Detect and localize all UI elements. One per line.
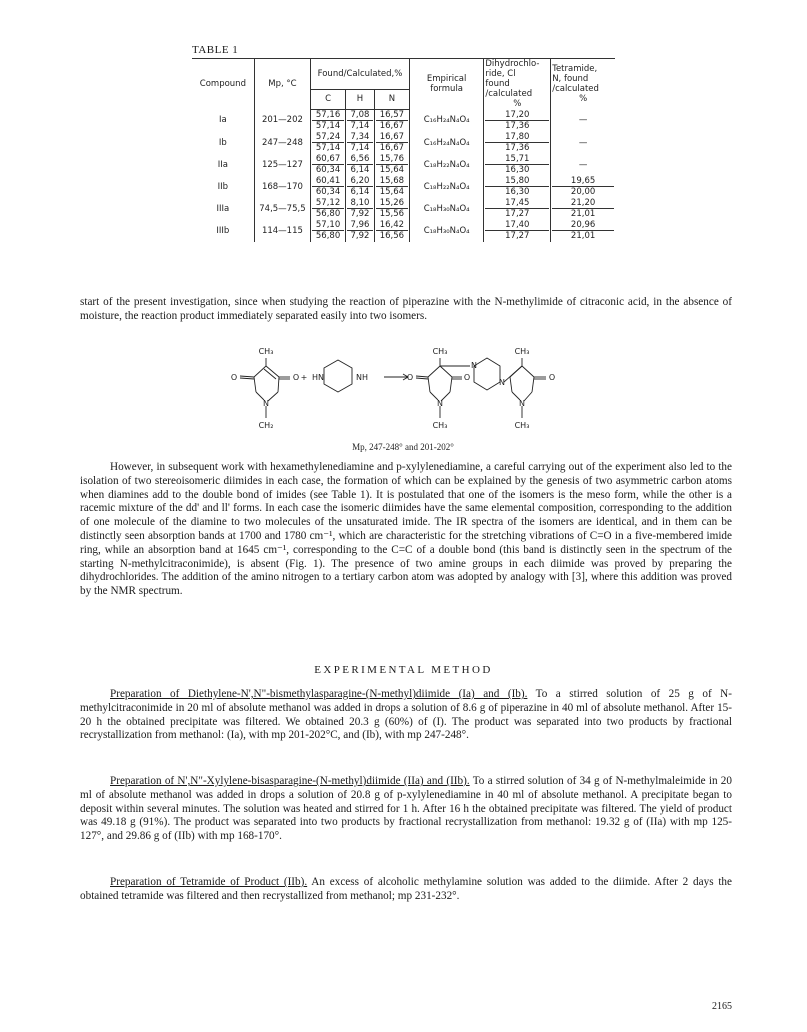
cell-formula: C₁₆H₂₄N₄O₄ bbox=[409, 132, 484, 154]
header-c: C bbox=[311, 89, 346, 109]
cell-n: 16,57 16,67 bbox=[374, 109, 409, 132]
cell-mp: 125—127 bbox=[254, 154, 310, 176]
cell-tetramide: 19,65 20,00 bbox=[551, 176, 615, 198]
header-h: H bbox=[346, 89, 375, 109]
cell-n: 15,26 15,56 bbox=[374, 198, 409, 220]
cell-formula: C₁₈H₃₀N₄O₄ bbox=[409, 220, 484, 242]
cell-c: 57,10 56,80 bbox=[311, 220, 346, 242]
cell-h: 7,34 7,14 bbox=[346, 132, 375, 154]
experiment-1-title: Preparation of Diethylene-N',N"-bismethylasparagine-(N-methyl)diimide (Ia) and (Ib). bbox=[110, 688, 528, 700]
ch3-label-1: CH₃ bbox=[258, 347, 274, 356]
o-label-2: O bbox=[292, 373, 300, 382]
header-found-calc: Found/Calculated,% bbox=[311, 59, 410, 90]
cell-chloride: 17,20 17,36 bbox=[484, 109, 551, 132]
cell-compound: Ib bbox=[218, 137, 227, 148]
intro-paragraph: start of the present investigation, since when studying the reaction of piperazine with the N-methylimide of citraconic acid, in the absence of moisture, the reaction product immediately separated easily into two isomers. bbox=[80, 296, 732, 322]
cell-tetramide: — bbox=[551, 154, 615, 176]
cell-chloride: 17,80 17,36 bbox=[484, 132, 551, 154]
cell-c: 57,24 57,14 bbox=[311, 132, 346, 154]
cell-compound: IIIa bbox=[216, 203, 230, 214]
cell-mp: 168—170 bbox=[254, 176, 310, 198]
n-label-1: N bbox=[263, 399, 269, 408]
o-label-5: O bbox=[548, 373, 556, 382]
cell-h: 7,96 7,92 bbox=[346, 220, 375, 242]
table-body bbox=[192, 109, 615, 242]
experiment-1-body: To a stirred solution of 25 g of N-methylcitraconimide in 20 ml of absolute methanol was added in drops a solution of 8.6 g of piperazine in 40 ml of absolute methanol. After 15-20 h the obtained precipitate was filtered. We obtained 20.3 g (60%) of (I). The product was separated into two products by fractional recrystallization from methanol: (Ia), with mp 201-202°C, and (Ib), with mp 247-248°. bbox=[80, 688, 732, 742]
cell-compound: IIa bbox=[217, 159, 228, 170]
reaction-scheme bbox=[0, 340, 807, 458]
scheme-caption: Mp, 247-248° and 201-202° bbox=[352, 442, 454, 452]
cell-n: 16,42 16,56 bbox=[374, 220, 409, 242]
cell-formula: C₁₈H₃₀N₄O₄ bbox=[409, 198, 484, 220]
nh-label: NH bbox=[356, 373, 368, 382]
o-label-4: O bbox=[463, 373, 471, 382]
cell-h: 6,20 6,14 bbox=[346, 176, 375, 198]
cell-n: 15,68 15,64 bbox=[374, 176, 409, 198]
ch3-label-4: CH₃ bbox=[514, 347, 530, 356]
header-compound: Compound bbox=[192, 59, 254, 110]
experiment-2-body: To a stirred solution of 34 g of N-methylmaleimide in 20 ml of absolute methanol was added in drops a solution of 20.8 g of p-xylylenediamine in 40 ml of absolute methanol. A precipitate began to deposit within several minutes. The solution was heated and stirred for 1 h. After 16 h the obtained precipitate was filtered. The yield of product was 49.18 g (91%). The product was separated into two products by fractional recrystallization from methanol: 19.32 g of (IIa) with mp 125-127°, and 29.86 g of (IIb) with mp 168-170°. bbox=[80, 775, 732, 843]
table-row bbox=[192, 220, 615, 242]
experiment-3-title: Preparation of Tetramide of Product (IIb). bbox=[110, 876, 308, 888]
cell-chloride: 17,45 17,27 bbox=[484, 198, 551, 220]
experiment-2-paragraph bbox=[80, 775, 732, 844]
table-row bbox=[192, 109, 615, 132]
cell-tetramide: 20,96 21,01 bbox=[551, 220, 615, 242]
experiment-2-title: Preparation of N',N"-Xylylene-bisasparagine-(N-methyl)diimide (IIa) and (IIb). bbox=[110, 775, 470, 787]
o-label-3: O bbox=[406, 373, 414, 382]
cell-tetramide: — bbox=[551, 109, 615, 132]
n-label-3: N bbox=[471, 361, 477, 370]
cell-mp: 201—202 bbox=[254, 109, 310, 132]
cell-h: 7,08 7,14 bbox=[346, 109, 375, 132]
table-title: TABLE 1 bbox=[192, 44, 239, 56]
header-n: N bbox=[374, 89, 409, 109]
o-label-1: O bbox=[230, 373, 238, 382]
cell-formula: C₁₈H₂₂N₄O₄ bbox=[409, 154, 484, 176]
n-label-5: N bbox=[519, 399, 525, 408]
results-table bbox=[192, 58, 615, 242]
cell-compound: Ia bbox=[219, 115, 227, 126]
cell-c: 57,16 57,14 bbox=[311, 109, 346, 132]
cell-chloride: 17,40 17,27 bbox=[484, 220, 551, 242]
ch3-label-5: CH₃ bbox=[514, 421, 530, 430]
cell-c: 60,41 60,34 bbox=[311, 176, 346, 198]
hn-label: HN bbox=[312, 373, 324, 382]
header-tetramide: Tetramide, N, found /calculated % bbox=[551, 59, 615, 110]
experiment-3-body: An excess of alcoholic methylamine solution was added to the diimide. After 2 days the obtained tetramide was filtered and then recrystallized from methanol; mp 231-232°. bbox=[80, 876, 732, 902]
table-row bbox=[192, 154, 615, 176]
cell-chloride: 15,71 16,30 bbox=[484, 154, 551, 176]
cell-tetramide: 21,20 21,01 bbox=[551, 198, 615, 220]
ch3-label-2: CH₃ bbox=[432, 347, 448, 356]
discussion-paragraph: However, in subsequent work with hexamethylenediamine and p-xylylenediamine, a careful carrying out of the experiment also led to the isolation of two stereoisomeric diimides in each case, the formation of which can be explained by the genesis of two asymmetric carbon atoms when diamines add to the double bond of imides (see Table 1). It is postulated that one of the isomers is the meso form, while the other is a racemic mixture of the dd' and ll' forms. In each case the isomeric diimides have the same elemental composition, corresponding to the addition of one molecule of the diamine to two molecules of the unsaturated imide. The IR spectra of the isomers are identical, and in them can be distinctly seen absorption bands at 1700 and 1780 cm⁻¹, which are characteristic for the stretching vibrations of C=O in a five-membered imide ring, while an absorption band at 1645 cm⁻¹, corresponding to the C=C of a double bond (this band is distinctly seen in the spectrum of the starting N-methylcitraconimide), is absent (Fig. 1). The presence of two amine groups in each diimide was proved by preparing the dihydrochlorides. The addition of the amino nitrogen to a tertiary carbon atom was adopted by analogy with [3], where this addition was proved by the NMR spectrum. bbox=[80, 461, 732, 598]
experiment-1-paragraph bbox=[80, 688, 732, 743]
cell-h: 8,10 7,92 bbox=[346, 198, 375, 220]
cell-compound: IIb bbox=[217, 181, 229, 192]
ch2-label: CH₂ bbox=[258, 421, 274, 430]
header-mp: Mp, °C bbox=[254, 59, 310, 110]
cell-c: 57,12 56,80 bbox=[311, 198, 346, 220]
header-dihydrochloride: Dihydrochlo- ride, Cl found /calculated % bbox=[484, 59, 551, 110]
table-row bbox=[192, 176, 615, 198]
cell-mp: 74,5—75,5 bbox=[254, 198, 310, 220]
n-label-4: N bbox=[499, 378, 505, 387]
ch3-label-3: CH₃ bbox=[432, 421, 448, 430]
cell-n: 16,67 16,67 bbox=[374, 132, 409, 154]
section-heading: EXPERIMENTAL METHOD bbox=[314, 664, 493, 676]
cell-c: 60,67 60,34 bbox=[311, 154, 346, 176]
cell-formula: C₁₆H₂₄N₄O₄ bbox=[409, 109, 484, 132]
cell-formula: C₁₈H₂₂N₄O₄ bbox=[409, 176, 484, 198]
cell-tetramide: — bbox=[551, 132, 615, 154]
cell-mp: 247—248 bbox=[254, 132, 310, 154]
page-number: 2165 bbox=[712, 1001, 732, 1012]
header-empirical: Empirical formula bbox=[409, 59, 484, 110]
cell-h: 6,56 6,14 bbox=[346, 154, 375, 176]
plus-sign: + bbox=[300, 373, 308, 382]
experiment-3-paragraph bbox=[80, 876, 732, 904]
table-row bbox=[192, 198, 615, 220]
cell-chloride: 15,80 16,30 bbox=[484, 176, 551, 198]
n-label-2: N bbox=[437, 399, 443, 408]
cell-mp: 114—115 bbox=[254, 220, 310, 242]
table-row bbox=[192, 132, 615, 154]
cell-compound: IIIb bbox=[216, 225, 230, 236]
cell-n: 15,76 15,64 bbox=[374, 154, 409, 176]
